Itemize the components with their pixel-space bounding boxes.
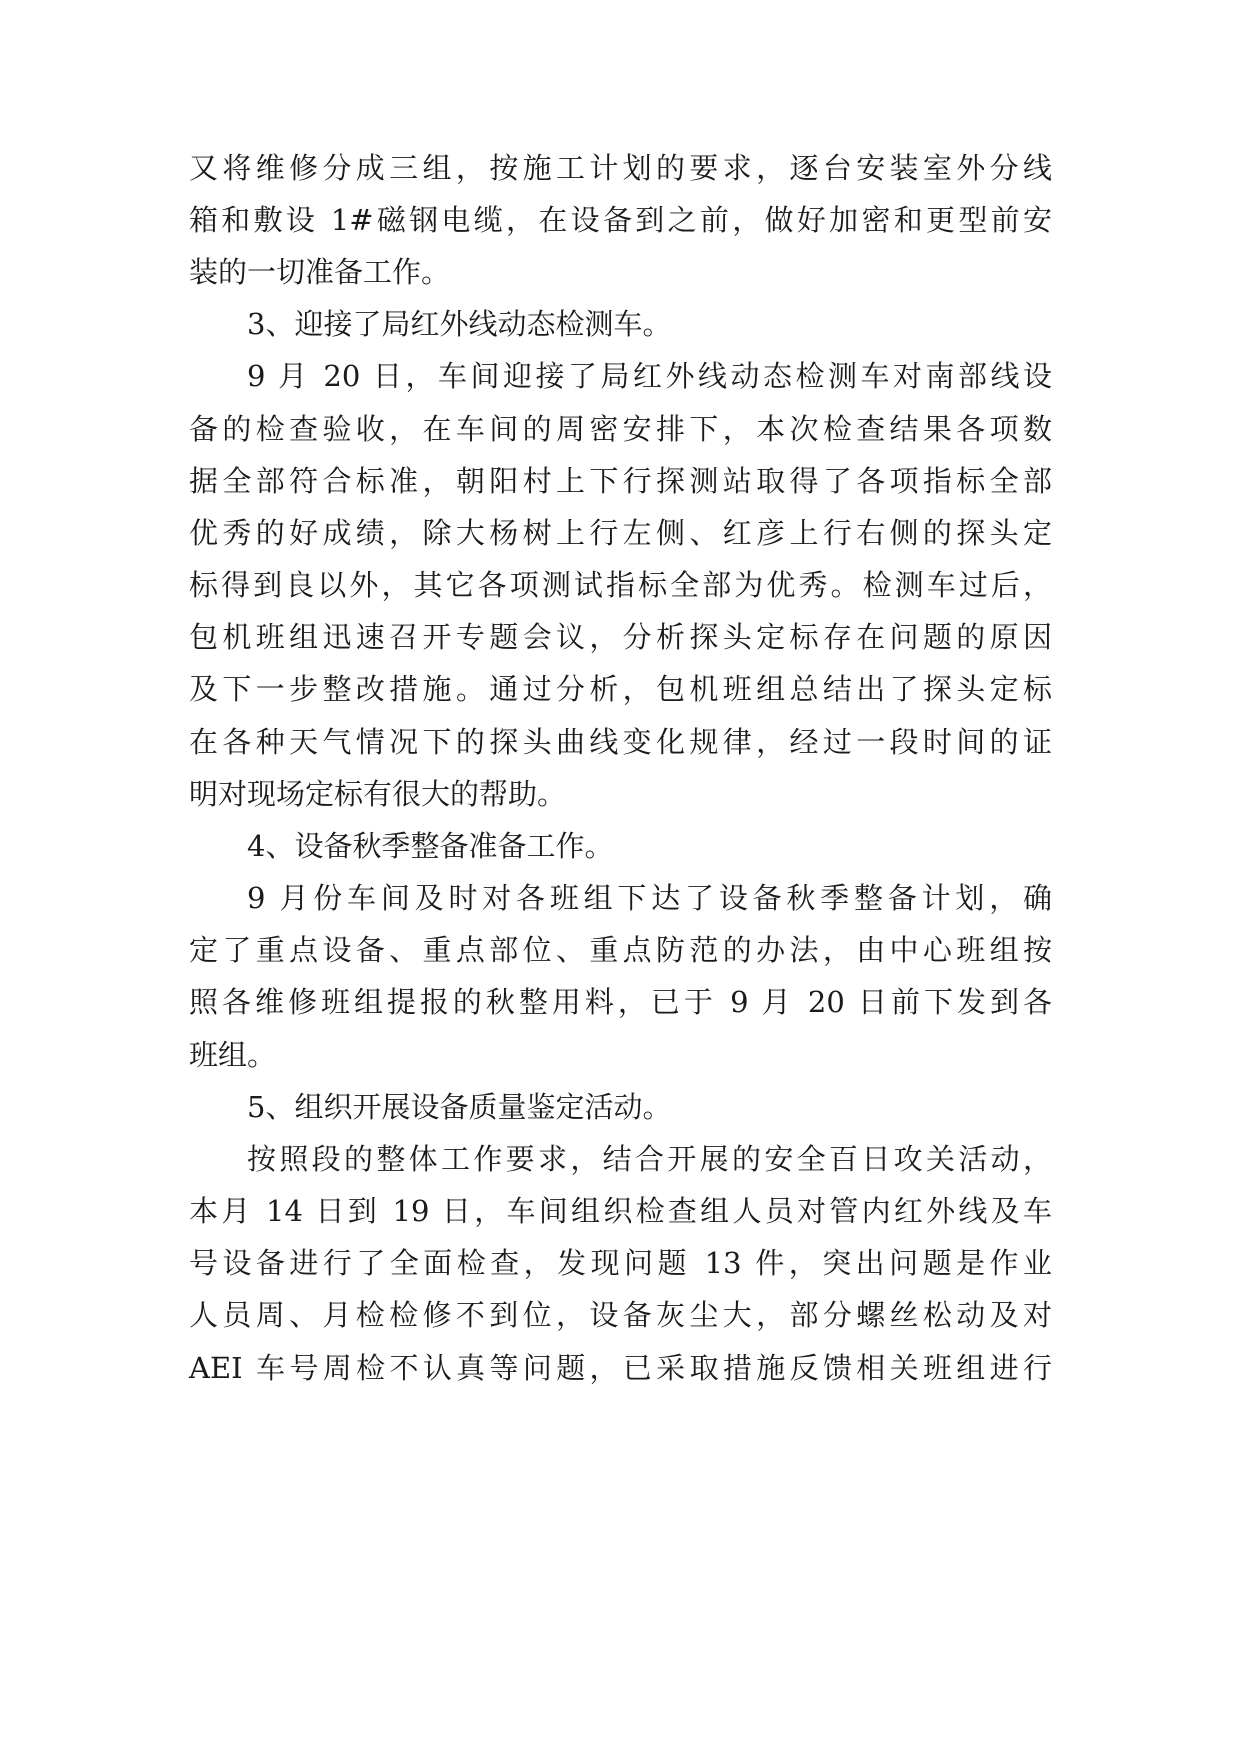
text-line: 标得到良以外，其它各项测试指标全部为优秀。检测车过后， <box>189 568 1052 602</box>
text-line: 本月 14 日到 19 日，车间组织检查组人员对管内红外线及车 <box>189 1194 1052 1228</box>
text-line: 及下一步整改措施。通过分析，包机班组总结出了探头定标 <box>189 672 1052 706</box>
text-line: 又将维修分成三组，按施工计划的要求，逐台安装室外分线 <box>189 151 1052 185</box>
text-line: 9 月 20 日，车间迎接了局红外线动态检测车对南部线设 <box>247 359 1052 393</box>
text-line: 包机班组迅速召开专题会议，分析探头定标存在问题的原因 <box>189 620 1052 654</box>
text-line: 装的一切准备工作。 <box>189 255 451 289</box>
text-line: 据全部符合标准，朝阳村上下行探测站取得了各项指标全部 <box>189 464 1052 498</box>
text-line: AEI 车号周检不认真等问题，已采取措施反馈相关班组进行 <box>189 1351 1052 1385</box>
text-line: 箱和敷设 1#磁钢电缆，在设备到之前，做好加密和更型前安 <box>189 203 1052 237</box>
text-line: 备的检查验收，在车间的周密安排下，本次检查结果各项数 <box>189 412 1052 446</box>
section-heading: 4、设备秋季整备准备工作。 <box>247 829 614 863</box>
text-line: 在各种天气情况下的探头曲线变化规律，经过一段时间的证 <box>189 725 1052 759</box>
text-line: 号设备进行了全面检查，发现问题 13 件，突出问题是作业 <box>189 1246 1052 1280</box>
text-line: 定了重点设备、重点部位、重点防范的办法，由中心班组按 <box>189 933 1052 967</box>
section-heading: 3、迎接了局红外线动态检测车。 <box>247 307 672 341</box>
section-heading: 5、组织开展设备质量鉴定活动。 <box>247 1090 672 1124</box>
text-line: 明对现场定标有很大的帮助。 <box>189 777 567 811</box>
text-line: 9 月份车间及时对各班组下达了设备秋季整备计划，确 <box>247 881 1052 915</box>
text-line: 按照段的整体工作要求，结合开展的安全百日攻关活动， <box>247 1142 1052 1176</box>
text-line: 照各维修班组提报的秋整用料，已于 9 月 20 日前下发到各 <box>189 985 1052 1019</box>
text-line: 人员周、月检检修不到位，设备灰尘大，部分螺丝松动及对 <box>189 1298 1052 1332</box>
text-line: 优秀的好成绩，除大杨树上行左侧、红彦上行右侧的探头定 <box>189 516 1052 550</box>
text-line: 班组。 <box>189 1038 277 1072</box>
